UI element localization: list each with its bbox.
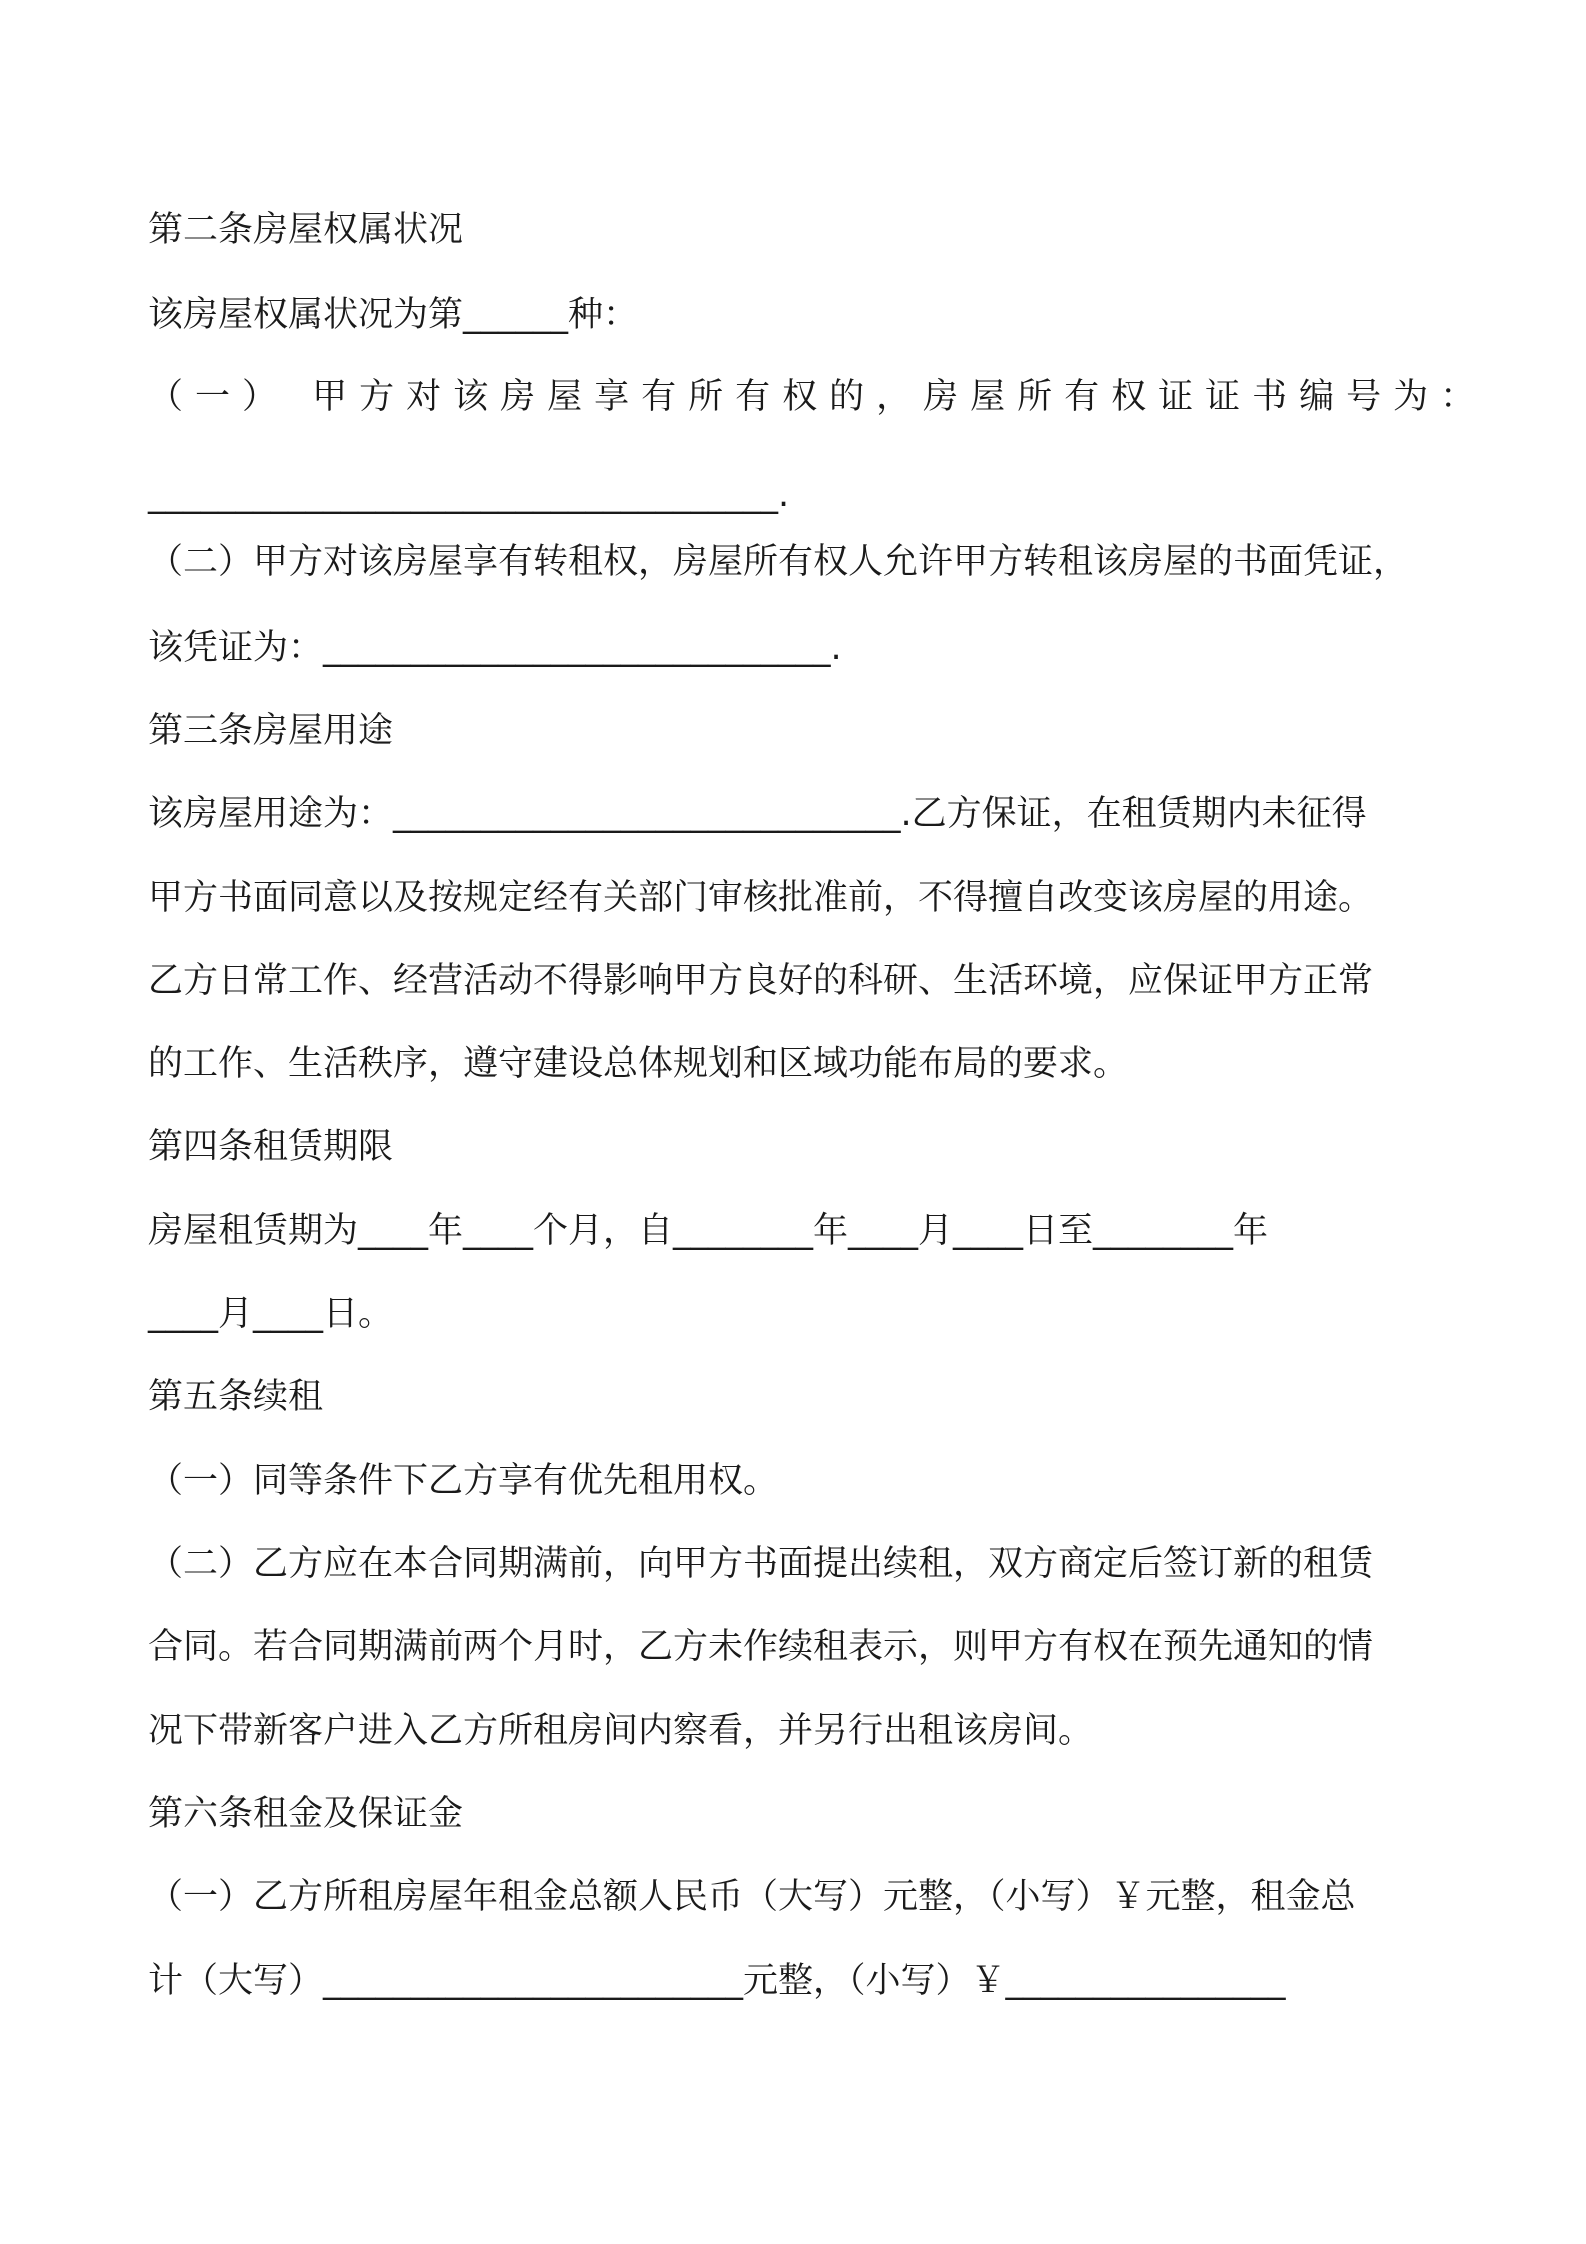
usage-line-2: 甲方书面同意以及按规定经有关部门审核批准前，不得擅自改变该房屋的用途。 xyxy=(148,878,1374,918)
renewal-clause-2-line-3: 况下带新客户进入乙方所租房间内察看，并另行出租该房间。 xyxy=(148,1711,1094,1751)
rent-clause-1-line-1: （一）乙方所租房屋年租金总额人民币（大写）元整，（小写）￥元整，租金总 xyxy=(148,1877,1356,1917)
article-5-heading: 第五条续租 xyxy=(148,1377,324,1417)
rent-clause-1-line-2: 计（大写）________________________元整，（小写）￥________________ xyxy=(148,1961,1286,2001)
article-2-heading: 第二条房屋权属状况 xyxy=(148,210,464,250)
lease-term-line-1: 房屋租赁期为____年____个月，自________年____月____日至________年 xyxy=(148,1211,1269,1251)
usage-line-4: 的工作、生活秩序，遵守建设总体规划和区域功能布局的要求。 xyxy=(148,1044,1129,1084)
ownership-option-2: （二）甲方对该房屋享有转租权，房屋所有权人允许甲方转租该房屋的书面凭证， xyxy=(148,542,1409,582)
usage-line-1: 该房屋用途为：_____________________________.乙方保证，在租赁期内未征得 xyxy=(148,794,1367,834)
ownership-option-1: （一） 甲方对该房屋享有所有权的，房屋所有权证证书编号为： xyxy=(148,377,1488,417)
usage-line-3: 乙方日常工作、经营活动不得影响甲方良好的科研、生活环境，应保证甲方正常 xyxy=(148,961,1374,1001)
article-4-heading: 第四条租赁期限 xyxy=(148,1127,394,1167)
renewal-clause-2-line-2: 合同。若合同期满前两个月时，乙方未作续租表示，则甲方有权在预先通知的情 xyxy=(148,1627,1374,1667)
renewal-clause-1: （一）同等条件下乙方享有优先租用权。 xyxy=(148,1461,779,1501)
ownership-status-line: 该房屋权属状况为第______种： xyxy=(148,295,639,335)
ownership-certificate-blank: ____________________________________. xyxy=(148,475,790,515)
article-3-heading: 第三条房屋用途 xyxy=(148,711,394,751)
lease-term-line-2: ____月____日。 xyxy=(148,1294,394,1334)
article-6-heading: 第六条租金及保证金 xyxy=(148,1794,464,1834)
renewal-clause-2-line-1: （二）乙方应在本合同期满前，向甲方书面提出续租，双方商定后签订新的租赁 xyxy=(148,1544,1374,1584)
sublease-certificate-line: 该凭证为：_____________________________. xyxy=(148,628,842,668)
